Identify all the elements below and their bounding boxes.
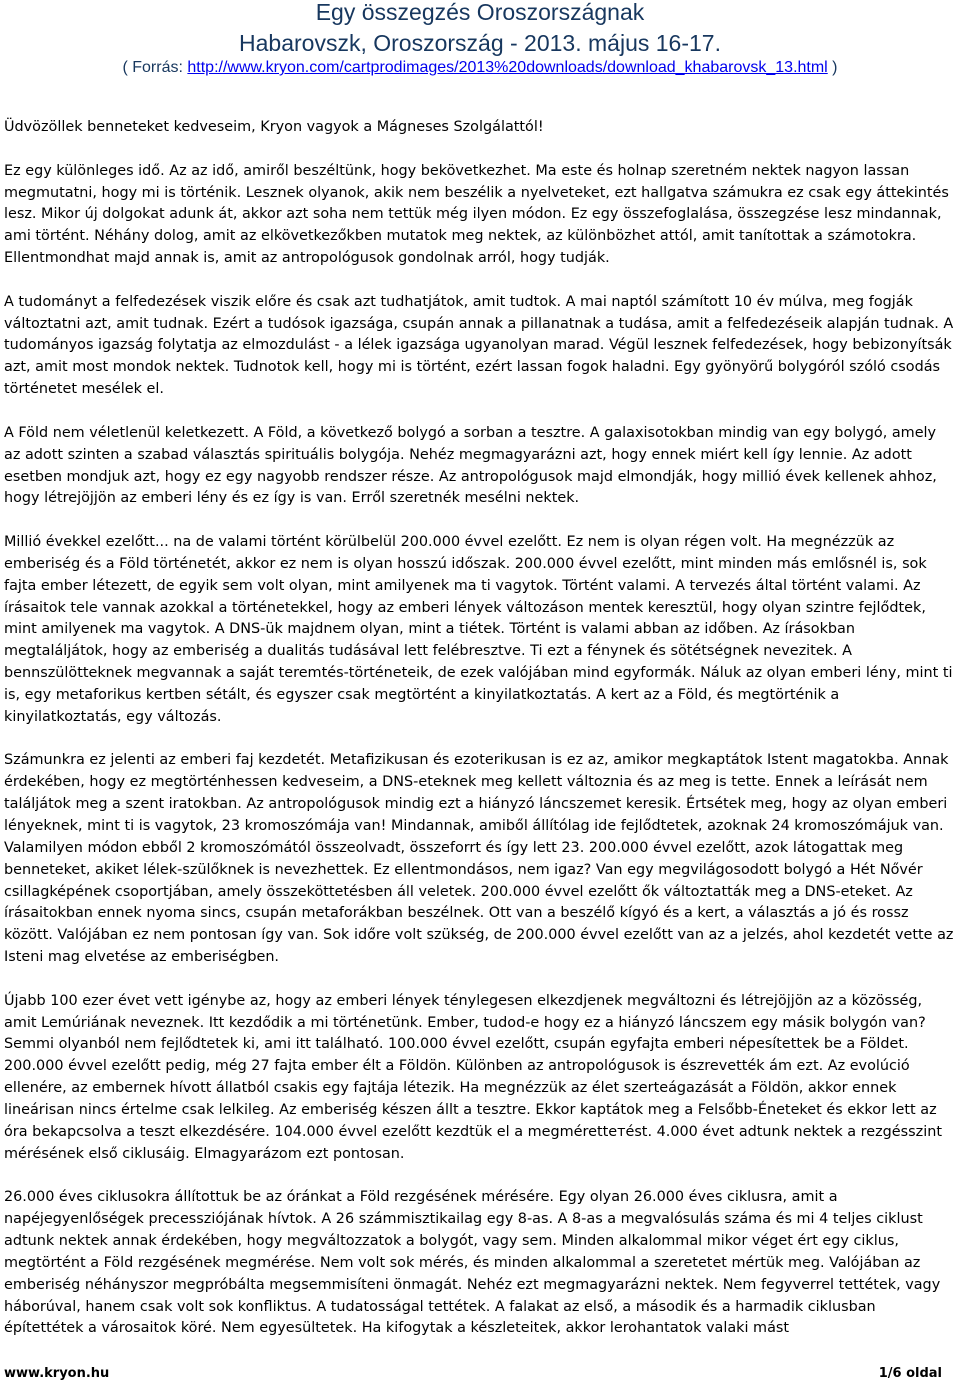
paragraph: Újabb 100 ezer évet vett igénybe az, hogy az emberi lények ténylegesen elkezdjenek megváltozni és létrejöjjön az a közösség, amit Lemúriának neveznek. Itt kezdődik a mi történetünk. Ember, tudod-e hogy ez a hiányzó láncszem egy másik bolygón van? Semmi olyanból nem fejlődtetek ki, ami itt található. 100.000 évvel ezelőtt, csupán egyfajta emberi népesítettek be a Földet. 200.000 évvel ezelőtt pedig, még 27 fajta ember élt a Földön. Különben az antropológusok is észrevették ám ezt. Az evolúció ellenére, az embernek hívott állatból csakis egy fajtája létezik. Ha megnézzük az élet szerteágazását a Földön, akkor ennek lineárisan nincs értelme csak lelkileg. Az emberiség készen állt a tesztre. Ekkor kaptátok meg a Felsőbb-Éneteket és ekkor lett az óra bekapcsolva a teszt elkezdésére. 104.000 évvel ezelőtt kezdtük el a megméretteтést. 4.000 évet adtunk nektek a rezgésszint mérésének első ciklusáig. Elmagyarázom ezt pontosan. <box>4 992 942 1162</box>
paragraph: Számunkra ez jelenti az emberi faj kezdetét. Metafizikusan és ezoterikusan is ez az, amikor megkaptátok Istent magatokba. Annak érdekében, hogy ez megtörténhessen kedveseim, a DNS-eteknek meg kellett változnia és az meg is tette. Ennek a leírását nem találjátok meg a szent iratokban. Az antropológusok mindig ezt a hiányzó láncszemet keresik. Értsétek meg, hogy az olyan emberi lényeknek, mint ti is vagytok, 23 kromoszómája van! Mindannak, amiből állítólag ide fejlődtetek, azoknak 24 kromoszómájuk van. Valamilyen módon ebből 2 kromoszómától összeolvadt, összeforrt és így lett 23. 200.000 évvel ezelőtt, azok látogattak meg benneteket, akiket lélek-szülőknek is nevezhettek. Ez ellentmondásos, nem igaz? Van egy megvilágosodott bolygó a Hét Nővér csillagképének csoportjában, amely összeköttetésben áll veletek. 200.000 évvel ezelőtt ők változtatták meg a DNS-eteket. Az írásaitokban ennek nyoma sincs, csupán metaforákban beszélnek. Ott van a beszélő kígyó és a kert, a választás a jó és rossz között. Valójában ez nem pontosan így van. Sok időre volt szükség, de 200.000 évvel ezelőtt van az a jelzés, ahol kezdetét vette az Isteni mag elvetése az emberiségben. <box>4 752 954 966</box>
document-body <box>4 117 954 1362</box>
footer-page-number: 1/6 oldal <box>878 1366 942 1381</box>
document-title: Egy összegzés Oroszországnak <box>315 0 645 25</box>
paragraph: Üdvözöllek benneteket kedveseim, Kryon vagyok a Mágneses Szolgálattól! <box>4 119 544 135</box>
paragraph: 26.000 éves ciklusokra állítottuk be az óránkat a Föld rezgésének mérésére. Egy olyan 26.000 éves ciklusra, amit a napéjegyenlőségek precessziójának hívtok. A 26 számmisztikailag egy 8-as. A 8-as a megvalósulás száma és mi 4 teljes ciklust adtunk nektek annak érdekében, hogy megváltozzatok a bolygót, vagy sem. Minden alkalommal mikor véget ért egy ciklus, megtörtént a Föld rezgésének megmérése. Nem volt sok mérés, és minden alkalommal a szeretetet mértük meg. Valójában az emberiség néhányszor megpróbálta megsemmisíteni önmagát. Nehéz ezt megmagyarázni nektek. Nem fegyverrel tettétek, vagy háborúval, hanem csak volt sok konfliktus. A tudatosságal tettétek. A falakat az első, a második és a harmadik ciklusban építettétek a városaitok köré. Nem egyesültetek. Ha kifogytak a készleteitek, akkor lerohantatok valaki mást <box>4 1189 941 1337</box>
footer-site: www.kryon.hu <box>4 1366 110 1381</box>
paragraph: A tudományt a felfedezések viszik előre és csak azt tudhatjátok, amit tudtok. A mai naptól számított 10 év múlva, meg fogják változtatni azt, amit tudnak. Ezért a tudósok igazsága, csupán annak a pillanatnak a tudása, amit a felfedezéseik alapján tudnak. A tudományos igazság folytatja az elmozdulást - a lélek igazsága ugyanolyan marad. Végül lesznek felfedezések, hogy bebizonyítsák azt, amit most mondok nektek. Tudnotok kell, hogy mi is történt, ezért lassan fogok haladni. Egy gyönyörű bolygóról szóló csodás történetet mesélek el. <box>4 293 954 398</box>
paragraph: A Föld nem véletlenül keletkezett. A Föld, a következő bolygó a sorban a tesztre. A galaxisotokban mindig van egy bolygó, amely az adott szinten a szabad választás spirituális bolygója. Nehéz megmagyarázni azt, hogy ennek miért kell így lennie. Az adott esetben mondjuk azt, hogy ez egy nagyobb rendszer része. Az antropológusok majd elmondják, hogy millió évek kellenek ahhoz, hogy létrejöjjön az emberi lény és ez így is van. Erről szeretnék mesélni nektek. <box>4 424 937 507</box>
paragraph: Ez egy különleges idő. Az az idő, amiről beszéltünk, hogy bekövetkezhet. Ma este és holnap szeretném nektek nagyon lassan megmutatni, hogy mi is történik. Lesznek olyanok, akik nem beszélik a nyelveteket, ezt hallgatva számukra ez csak egy áttekintés lesz. Mikor új dolgokat adunk át, akkor azt soha nem tettük még ilyen módon. Ez egy összefoglalása, összegzése lesz mindannak, ami történt. Néhány dolog, amit az elkövetkezőkben mutatok meg nektek, az különbözhet attól, amit tanítottak a számotokra. Ellentmondhat majd annak is, amit az antropológusok gondolnak arról, hogy tudják. <box>4 162 949 267</box>
source-prefix: ( Forrás: <box>122 59 188 76</box>
source-link[interactable]: http://www.kryon.com/cartprodimages/2013%20downloads/download_khabarovsk_13.html <box>187 59 828 76</box>
document-subtitle: Habarovszk, Oroszország - 2013. május 16-17. <box>239 30 721 56</box>
paragraph: Millió évekkel ezelőtt... na de valami történt körülbelül 200.000 évvel ezelőtt. Ez nem is olyan régen volt. Ha megnézzük az emberiség és a Föld történetét, akkor ez nem is olyan hosszú időszak. 200.000 évvel ezelőtt, mint minden más emlősnél is, sok fajta ember létezett, de egyik sem volt olyan, mint amilyenek ma ti vagytok. Történt valami. A tervezés által történt valami. Az írásaitok tele vannak azokkal a történetekkel, hogy az emberi lények változáson mentek keresztül, hogy olyan szintre fejlődtek, mint amilyenek ma vagytok. A DNS-ük majdnem olyan, mint a tiétek. Történt is valami abban az időben. Az írásokban megtaláljátok, hogy az emberiség a dualitás tudásával lett felébresztve. Ti ezt a fénynek és sötétségnek nevezitek. A bennszülötteknek megvannak a saját teremtés-történeteik, de ezek valójában mind egyformák. Náluk az olyan emberi lény, mint ti is, egy metaforikus kertben sétált, és egyszer csak megtörtént a kinyilatkoztatás. A kert az a Föld, és megtörténik a kinyilatkoztatás, egy változás. <box>4 534 953 725</box>
source-suffix: ) <box>827 59 838 76</box>
source-line <box>0 58 960 78</box>
